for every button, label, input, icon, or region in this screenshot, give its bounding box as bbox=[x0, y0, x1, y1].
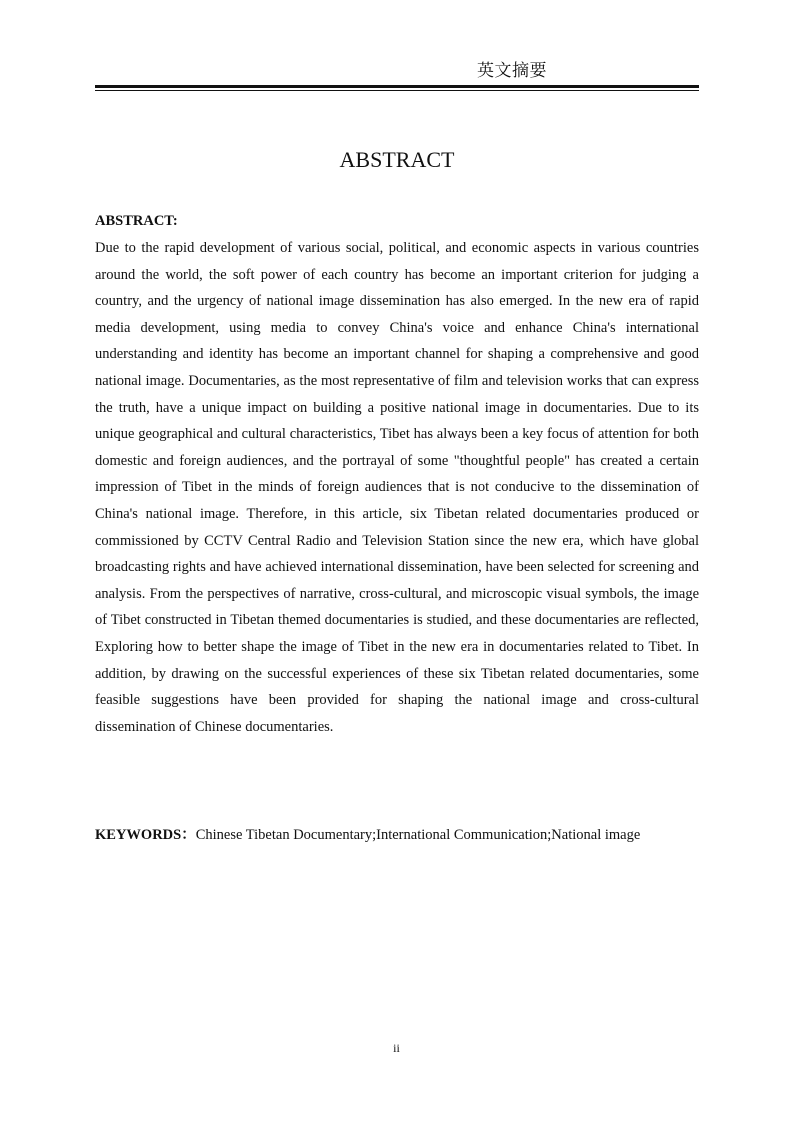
page-number: ii bbox=[393, 1041, 400, 1055]
keywords-label: KEYWORDS： bbox=[95, 827, 196, 843]
keywords-text: Chinese Tibetan Documentary;International Communication;National image bbox=[195, 827, 641, 843]
abstract-paragraph: Due to the rapid development of various social, political, and economic aspects in various countries around the world, the soft power of each country has become an important criterion for judging a country, and the urgency of national image dissemination has also emerged. In the new era of rapid media development, using media to convey China's voice and enhance China's international understanding and identity has become an important channel for shaping a comprehensive and good national image. Documentaries, as the most representative of film and television works that can express the truth, have a unique impact on building a positive national image in documentaries. Due to its unique geographical and cultural characteristics, Tibet has always been a key focus of attention for both domestic and foreign audiences, and the portrayal of some "thoughtful people" has created a certain impression of Tibet in the minds of foreign audiences that is not conducive to the dissemination of China's national image. Therefore, in this article, six Tibetan related documentaries produced or commissioned by CCTV Central Radio and Television Station since the new era, which have global broadcasting rights and have achieved international dissemination, have been selected for screening and analysis. From the perspectives of narrative, cross-cultural, and microscopic visual symbols, the image of Tibet constructed in Tibetan themed documentaries is studied, and these documentaries are reflected, Exploring how to better shape the image of Tibet in the new era in documentaries related to Tibet. In addition, by drawing on the successful experiences of these six Tibetan related documentaries, some feasible suggestions have been provided for shaping the national image and cross-cultural dissemination of Chinese documentaries. bbox=[95, 240, 699, 735]
running-header: 英文摘要 bbox=[477, 61, 547, 81]
keywords-line bbox=[95, 825, 640, 845]
header-rule-thick bbox=[95, 85, 699, 88]
page-title: ABSTRACT bbox=[339, 147, 455, 172]
header-rule-thin bbox=[95, 90, 699, 91]
abstract-heading: ABSTRACT: bbox=[95, 213, 178, 229]
